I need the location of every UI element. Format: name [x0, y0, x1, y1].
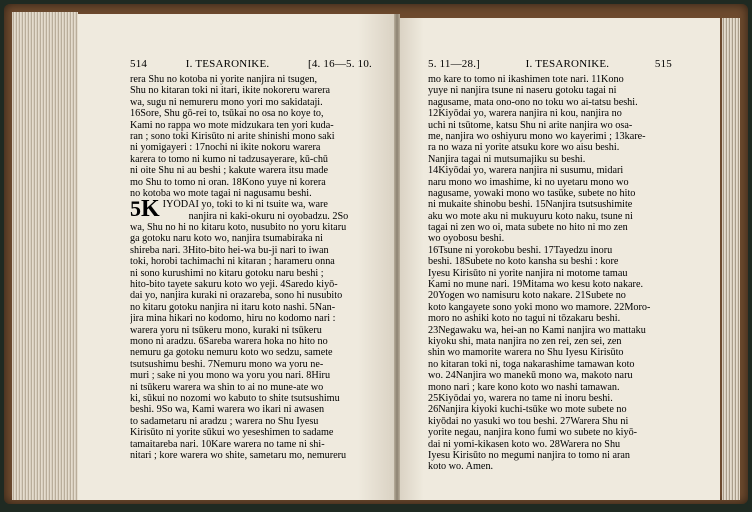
- right-page-header: [428, 58, 672, 70]
- text-line: ga gotoku naru koto wo, nanjira tsumabiraka ni: [130, 233, 323, 245]
- text-line: 23Negawaku wa, hei-an no Kami nanjira wo mattaku: [428, 324, 646, 336]
- text-line: tagai ni zen wo oi, mata subete no hito ni mo zen: [428, 222, 628, 234]
- text-line: shireba nari. 3Hito-bito hei-wa bu-ji nari to iwan: [130, 244, 329, 256]
- text-line: hito-bito tayete sakuru koto wo yeji. 4Saredo kiyō-: [130, 279, 338, 291]
- text-line: wa, sugu ni nemureru mono yori mo sakidataji.: [130, 96, 323, 108]
- text-line: nagusame, mata ono-ono no toku wo ai-tatsu beshi.: [428, 96, 638, 108]
- text-line: Shu no kitaran toki ni itari, ikite nokoreru warera: [130, 85, 331, 97]
- chapter-5-start: [130, 196, 376, 461]
- page-edges-left: [12, 12, 78, 500]
- text-line: me, nanjira wo oshiyuru mono wo kayerimi ; 13kare-: [428, 130, 646, 142]
- text-line: rera Shu no kotoba ni yorite nanjira ni tsugen,: [130, 74, 318, 85]
- text-line: no kitaru gotoku nanjira ni itaru koto nashi. 5Nan-: [130, 301, 336, 313]
- text-line: karera to tomo ni kumo ni tadzusayerare, kū-chū: [130, 153, 329, 165]
- text-line: Nanjira tagai ni mutsumajiku su beshi.: [428, 153, 586, 165]
- text-line: uchi ni tsūtome, katsu Shu ni arite nanjira wo osa-: [428, 119, 633, 131]
- text-line: mo kare to tomo ni ikashimen tote nari. 11Kono: [428, 74, 624, 85]
- text-line: ni sono kurushimi no kitaru gotoku naru beshi ;: [130, 267, 324, 279]
- text-line: 14Kiyōdai yo, warera nanjira ni susumu, midari: [428, 165, 624, 177]
- left-page-header: [130, 58, 372, 70]
- text-line: 26Nanjira kiyoki kuchi-tsūke wo mote subete no: [428, 404, 627, 416]
- left-page-number: 514: [130, 58, 148, 70]
- text-line: to sadametaru ni aradzu ; warera no Shu Iyesu: [130, 415, 319, 427]
- text-line: wo. 24Nanjira wo manekū mono wa, makoto naru: [428, 370, 633, 382]
- text-line: ni oite Shu ni au beshi ; kakute warera itsu made: [130, 165, 329, 177]
- dropcap-letter: K: [141, 196, 160, 223]
- text-line: wa, Shu no hi no kitaru koto, nusubito no yoru kitaru: [130, 222, 347, 234]
- text-line: IYŌDAI yo, toki to ki ni tsuite wa, ware: [162, 199, 328, 211]
- chapter-number-text: 5: [130, 196, 141, 222]
- text-line: nemuru ga gotoku nemuru koto wo sedzu, samete: [130, 347, 333, 359]
- text-line: nitari ; kore warera wo shite, sametaru mo, nemureru: [130, 449, 347, 461]
- text-line: dai ni yomi-kikasen koto wo. 28Warera no Shu: [428, 438, 621, 450]
- text-line: tamaitareba nari. 10Kare warera no tame ni shi-: [130, 438, 325, 450]
- text-line: Iyesu Kirisūto ni yorite nanjira ni motome tamau: [428, 267, 628, 279]
- text-line: nagusame, yowaki mono wo tasūke, subete no hito: [428, 187, 636, 199]
- text-line: naru mono wo imashime, ki no uyetaru mono wo: [428, 176, 629, 188]
- right-page-number: 515: [654, 58, 672, 70]
- text-line: 25Kiyōdai yo, warera no tame ni inoru beshi.: [428, 392, 613, 404]
- right-chapter-ref: 5. 11—28.]: [428, 58, 481, 70]
- text-line: jira mina hikari no kodomo, hiru no kodomo nari :: [130, 313, 336, 325]
- text-line: ni yomigayeri : 17nochi ni ikite nokoru warera: [130, 142, 321, 154]
- text-line: nanjira ni kaki-okuru ni oyobadzu. 2So: [188, 210, 349, 222]
- text-line: yuye ni nanjira tsune ni naseru gotoku tagai ni: [428, 85, 617, 97]
- text-line: warera yoru ni tsūkeru mono, kuraki ni tsūkeru: [130, 324, 322, 336]
- right-running-title: I. TESARONIKE.: [525, 58, 610, 70]
- text-line: mono ni aradzu. 6Sareba warera hoka no hito no: [130, 335, 328, 347]
- text-line: dai yo, nanjira kuraki ni orazareba, sono hi nusubito: [130, 290, 343, 302]
- text-line: Iyesu Kirisūto no megumi nanjira to tomo ni aran: [428, 449, 631, 461]
- text-line: beshi. 18Subete no koto kansha su beshi : kore: [428, 256, 619, 268]
- text-line: no kitaran toki ni, toga nakarashime tamawan koto: [428, 358, 635, 370]
- text-line: koto kangayete sono yoki mono wo mamore. 22Moro-: [428, 301, 651, 313]
- page-edges-right: [722, 18, 740, 500]
- text-line: ni mukaite shinobu beshi. 15Nanjira tsutsushimite: [428, 199, 633, 211]
- text-line: toki, horobi tachimachi ni kitaran ; harameru onna: [130, 256, 335, 268]
- text-line: Kami no mune nari. 19Mitama wo kesu koto nakare.: [428, 279, 644, 291]
- text-line: koto wo. Amen.: [428, 461, 494, 473]
- text-line: aku wo mote aku ni mukuyuru koto naku, tsune ni: [428, 210, 633, 222]
- text-line: kiyoku shi, mata nanjira no zen rei, zen sei, zen: [428, 335, 622, 347]
- text-line: kiyōdai no yasuki wo tou beshi. 27Warera Shu ni: [428, 415, 629, 427]
- right-page-text: [428, 74, 674, 473]
- text-line: Kirisūto ni yorite sūkui wo yeseshimen to sadame: [130, 427, 334, 439]
- text-line: ni tsūkeru warera wa shin to ai no mune-ate wo: [130, 381, 324, 393]
- text-line: ra no waza ni yorite atsuku kore wo aisu beshi.: [428, 142, 620, 154]
- left-running-title: I. TESARONIKE.: [185, 58, 270, 70]
- text-line: muri ; sake ni you mono wa yoru you nari. 8Hiru: [130, 370, 331, 382]
- text-line: shin wo mamorite warera no Shu Iyesu Kirisūto: [428, 347, 624, 359]
- chapter-number: [130, 196, 160, 223]
- left-page-text: [130, 74, 376, 461]
- text-line: tsutsushimu beshi. 7Nemuru mono wa yoru ne-: [130, 358, 324, 370]
- text-line: ran ; sono toki Kirisūto ni arite shinishi mono saki: [130, 130, 335, 142]
- text-line: 12Kiyōdai yo, warera nanjira ni kou, nanjira no: [428, 108, 622, 120]
- text-line: 16Sore, Shu gō-rei to, tsūkai no osa no koye to,: [130, 108, 324, 120]
- text-line: wo oyobosu beshi.: [428, 233, 505, 245]
- book-spine: [394, 14, 400, 500]
- text-line: moro no ashiki koto no tagui ni tōzakaru beshi.: [428, 313, 621, 325]
- text-line: ki, sūkui no nozomi wo kabuto to shite tsutsushimu: [130, 392, 340, 404]
- left-chapter-ref: [4. 16—5. 10.: [307, 58, 372, 70]
- text-line: no kotoba wo mote tagai ni nagusamu beshi.: [130, 187, 312, 199]
- text-line: 16Tsune ni yorokobu beshi. 17Tayedzu inoru: [428, 244, 613, 256]
- text-line: yorite negau, nanjira kono fumi wo subete no kiyō-: [428, 427, 638, 439]
- text-line: mono nari ; kare kono koto wo nashi tamawan.: [428, 381, 620, 393]
- text-line: 20Yogen wo namisuru koto nakare. 21Subete no: [428, 290, 626, 302]
- text-line: mo Shu to tomo ni oran. 18Kono yuye ni korera: [130, 176, 326, 188]
- text-line: beshi. 9So wa, Kami warera wo ikari ni awasen: [130, 404, 325, 416]
- text-line: Kami no rappa wo mote midzukara ten yori kuda-: [130, 119, 334, 131]
